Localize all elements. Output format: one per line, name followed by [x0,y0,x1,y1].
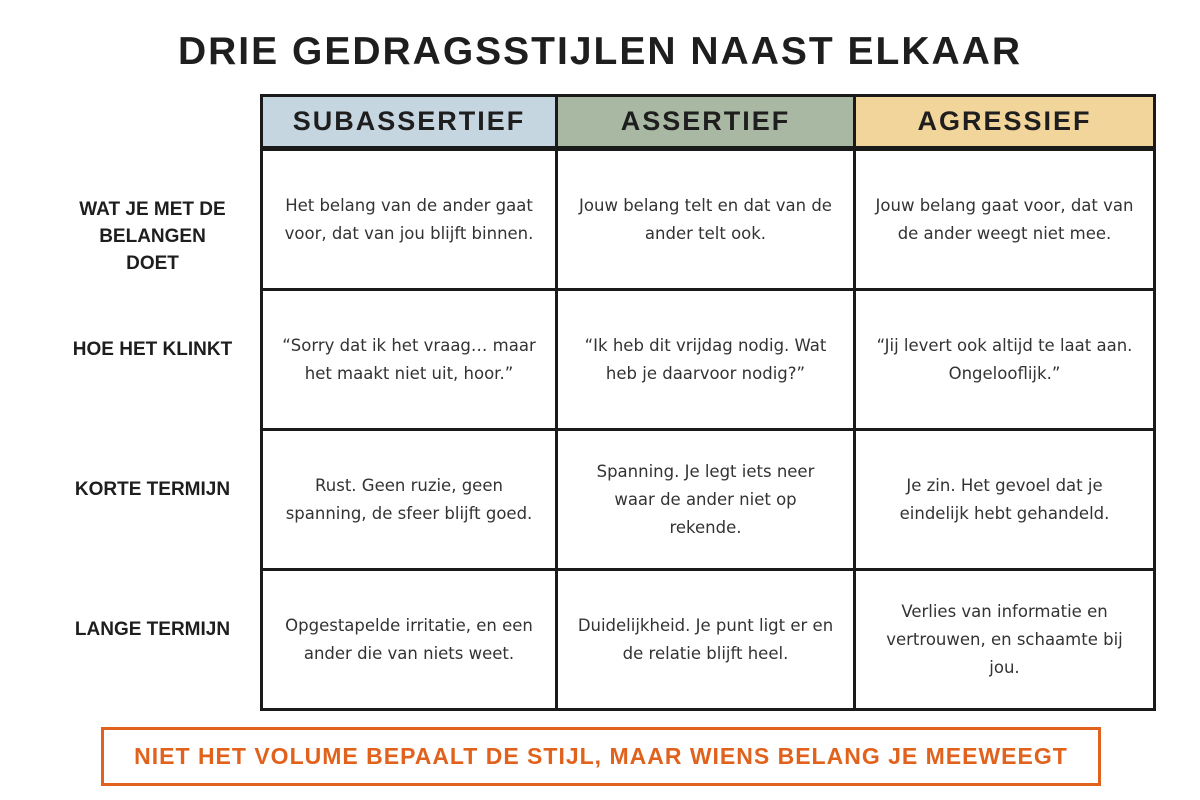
table-cell [856,291,1156,431]
cell-text: Jouw belang telt en dat van de ander telt ook. [579,195,832,243]
row-label-lange-termijn: LANGE TERMIJN [74,619,231,640]
column-header-agressief [856,94,1156,151]
table-cell [260,291,558,431]
cell-text: Spanning. Je legt iets neer waar de ander niet op rekende. [596,461,815,537]
table-cell [260,151,558,291]
row-label-belangen: WAT JE MET DE BELANGEN DOET [79,199,226,274]
table-cell [856,151,1156,291]
key-message-text: NIET HET VOLUME BEPAALT DE STIJL, MAAR WIENS BELANG JE MEEWEEGT [134,743,1068,769]
table-cell [558,291,856,431]
cell-text: Jouw belang gaat voor, dat van de ander weegt niet mee. [875,195,1134,243]
column-header-subassertief [260,94,558,151]
comparison-table [260,94,1156,711]
cell-text: Opgestapelde irritatie, en een ander die van niets weet. [285,615,533,663]
row-label-klinkt: HOE HET KLINKT [72,339,233,360]
table-cell [260,571,558,711]
page-title: DRIE GEDRAGSSTIJLEN NAAST ELKAAR [177,30,1023,73]
cell-text: Het belang van de ander gaat voor, dat van jou blijft binnen. [284,195,534,243]
row-label-korte-termijn: KORTE TERMIJN [74,479,231,500]
table-cell [856,571,1156,711]
column-header-label: AGRESSIEF [917,106,1092,136]
table-cell [260,431,558,571]
cell-text: “Ik heb dit vrijdag nodig. Wat heb je daarvoor nodig?” [584,335,827,383]
cell-text: “Sorry dat ik het vraag… maar het maakt niet uit, hoor.” [282,335,536,383]
table-cell [856,431,1156,571]
key-message-box [101,727,1101,786]
column-header-label: ASSERTIEF [620,106,791,136]
cell-text: “Jij levert ook altijd te laat aan. Ongelooflijk.” [876,335,1133,383]
cell-text: Rust. Geen ruzie, geen spanning, de sfeer blijft goed. [285,475,533,523]
table-cell [558,151,856,291]
table-cell [558,571,856,711]
cell-text: Je zin. Het gevoel dat je eindelijk hebt gehandeld. [899,475,1110,523]
table-cell [558,431,856,571]
cell-text: Verlies van informatie en vertrouwen, en schaamte bij jou. [886,601,1123,677]
cell-text: Duidelijkheid. Je punt ligt er en de relatie blijft heel. [577,615,834,663]
column-header-assertief [558,94,856,151]
column-header-label: SUBASSERTIEF [292,106,526,136]
